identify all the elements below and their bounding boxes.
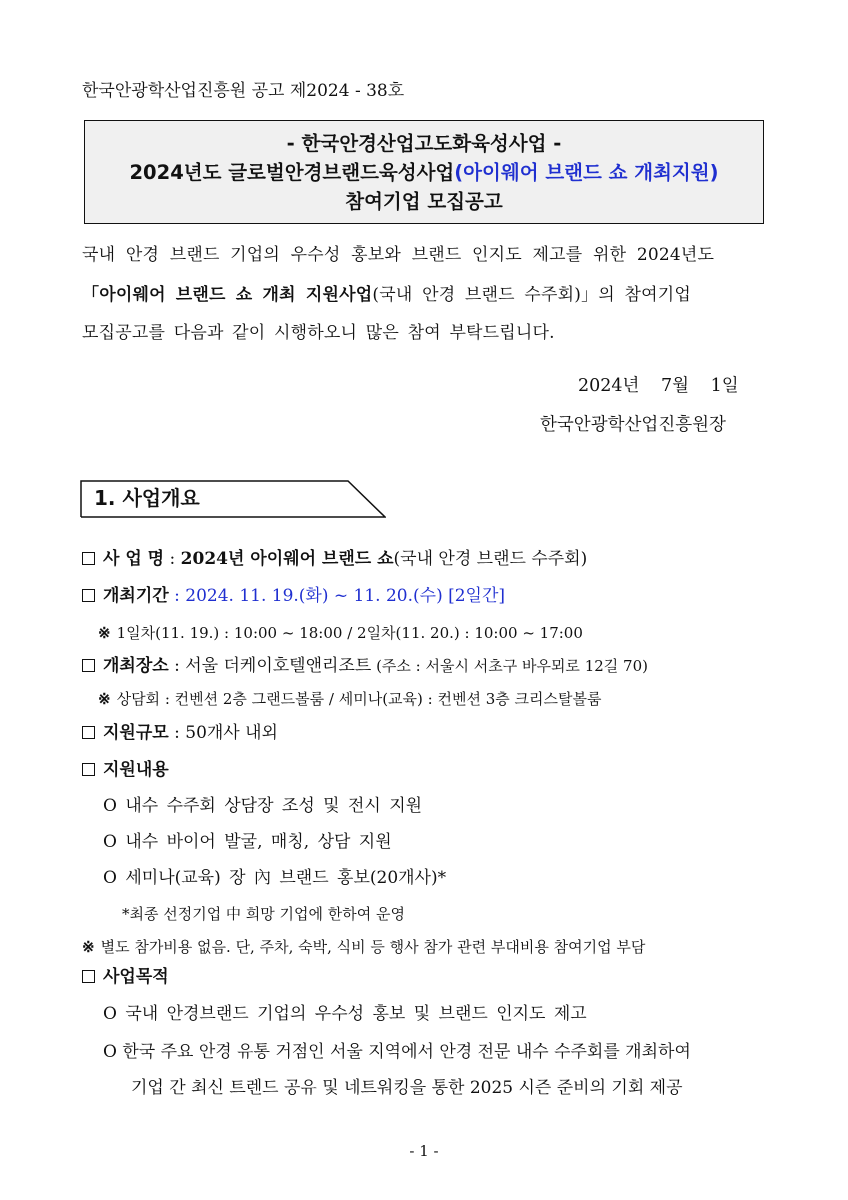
- checkbox-icon: [82, 763, 95, 776]
- circle-bullet-icon: O: [103, 1042, 117, 1062]
- purpose-item-1: [103, 1003, 587, 1025]
- item-business-name: [82, 548, 587, 570]
- venue-note-text: 상담회 : 컨벤션 2층 그랜드볼룸 / 세미나(교육) : 컨벤션 3층 크리스탈볼룸: [116, 690, 602, 708]
- venue-address: (주소 : 서울시 서초구 바우뫼로 12길 70): [371, 657, 648, 675]
- notice-date: 2024년 7월 1일: [578, 376, 739, 396]
- circle-bullet-icon: O: [103, 868, 117, 888]
- content-item-3-text: 세미나(교육) 장 內 브랜드 홍보(20개사)*: [125, 868, 447, 888]
- title-line-2-highlight: (아이웨어 브랜드 쇼 개최지원): [454, 161, 719, 184]
- section-heading-text: 1. 사업개요: [94, 486, 200, 510]
- intro-line-2: [82, 284, 691, 306]
- checkbox-icon: [82, 970, 95, 983]
- venue-label: 개최장소: [103, 656, 169, 676]
- scale-value: 50개사 내외: [185, 723, 278, 743]
- item-period: [82, 585, 505, 607]
- business-name-separator: :: [164, 549, 181, 569]
- note-mark-icon: ※: [98, 624, 111, 642]
- venue-separator: :: [168, 656, 186, 676]
- period-note-text: 1일차(11. 19.) : 10:00 ~ 18:00 / 2일차(11. 20.) : 10:00 ~ 17:00: [116, 624, 583, 642]
- checkbox-icon: [82, 589, 95, 602]
- period-label: 개최기간: [103, 586, 169, 606]
- intro-line-1: 국내 안경 브랜드 기업의 우수성 홍보와 브랜드 인지도 제고를 위한 2024년도: [82, 245, 715, 265]
- title-line-3: 참여기업 모집공고: [345, 190, 503, 213]
- purpose-label: 사업목적: [103, 967, 169, 987]
- venue-value: 서울 더케이호텔앤리조트: [185, 656, 372, 676]
- notice-number: 한국안광학산업진흥원 공고 제2024 - 38호: [82, 81, 405, 101]
- content-item-2: [103, 831, 392, 853]
- item-venue: [82, 655, 648, 677]
- note-mark-icon: ※: [82, 938, 95, 956]
- intro-line-3: 모집공고를 다음과 같이 시행하오니 많은 참여 부탁드립니다.: [82, 323, 555, 343]
- circle-bullet-icon: O: [103, 796, 117, 816]
- checkbox-icon: [82, 726, 95, 739]
- item-scale: [82, 722, 278, 744]
- content-item-2-text: 내수 바이어 발굴, 매칭, 상담 지원: [125, 832, 392, 852]
- cost-note: [82, 936, 645, 958]
- page-number: - 1 -: [409, 1142, 439, 1160]
- intro-program-detail: (국내 안경 브랜드 수주회)」의 참여기업: [372, 285, 691, 305]
- content-item-1: [103, 795, 422, 817]
- title-line-2-main: 2024년도 글로벌안경브랜드육성사업: [129, 161, 455, 184]
- venue-note: [98, 688, 601, 710]
- title-line-2: [85, 160, 763, 186]
- purpose-item-1-text: 국내 안경브랜드 기업의 우수성 홍보 및 브랜드 인지도 제고: [125, 1004, 587, 1024]
- content-item-3-note: *최종 선정기업 中 희망 기업에 한하여 운영: [122, 905, 405, 923]
- note-mark-icon: ※: [98, 690, 111, 708]
- scale-separator: :: [168, 723, 186, 743]
- business-name-label: 사 업 명: [103, 549, 165, 569]
- checkbox-icon: [82, 552, 95, 565]
- content-label: 지원내용: [103, 760, 169, 780]
- circle-bullet-icon: O: [103, 832, 117, 852]
- period-note: [98, 622, 583, 644]
- purpose-item-2-continued: 기업 간 최신 트렌드 공유 및 네트워킹을 통한 2025 시즌 준비의 기회 제공: [131, 1078, 683, 1098]
- content-item-3: [103, 867, 446, 889]
- content-item-1-text: 내수 수주회 상담장 조성 및 전시 지원: [125, 796, 423, 816]
- item-content: [82, 759, 169, 781]
- item-purpose: [82, 966, 169, 988]
- business-name-value: 2024년 아이웨어 브랜드 쇼: [180, 549, 394, 569]
- section-heading: [80, 479, 386, 519]
- purpose-item-2-text: 한국 주요 안경 유통 거점인 서울 지역에서 안경 전문 내수 수주회를 개최하여: [122, 1042, 691, 1062]
- circle-bullet-icon: O: [103, 1004, 117, 1024]
- notice-signer: 한국안광학산업진흥원장: [540, 415, 726, 435]
- title-box: [84, 120, 764, 224]
- period-value: 2024. 11. 19.(화) ~ 11. 20.(수) [2일간]: [185, 586, 506, 606]
- business-name-detail: (국내 안경 브랜드 수주회): [393, 549, 588, 569]
- scale-label: 지원규모: [103, 723, 169, 743]
- checkbox-icon: [82, 659, 95, 672]
- period-separator: :: [168, 586, 186, 606]
- purpose-item-2: [103, 1041, 691, 1063]
- cost-note-text: 별도 참가비용 없음. 단, 주차, 숙박, 식비 등 행사 참가 관련 부대비용 참여기업 부담: [100, 938, 646, 956]
- intro-program-name: 「아이웨어 브랜드 쇼 개최 지원사업: [82, 285, 373, 305]
- title-line-1: - 한국안경산업고도화육성사업 -: [286, 132, 562, 155]
